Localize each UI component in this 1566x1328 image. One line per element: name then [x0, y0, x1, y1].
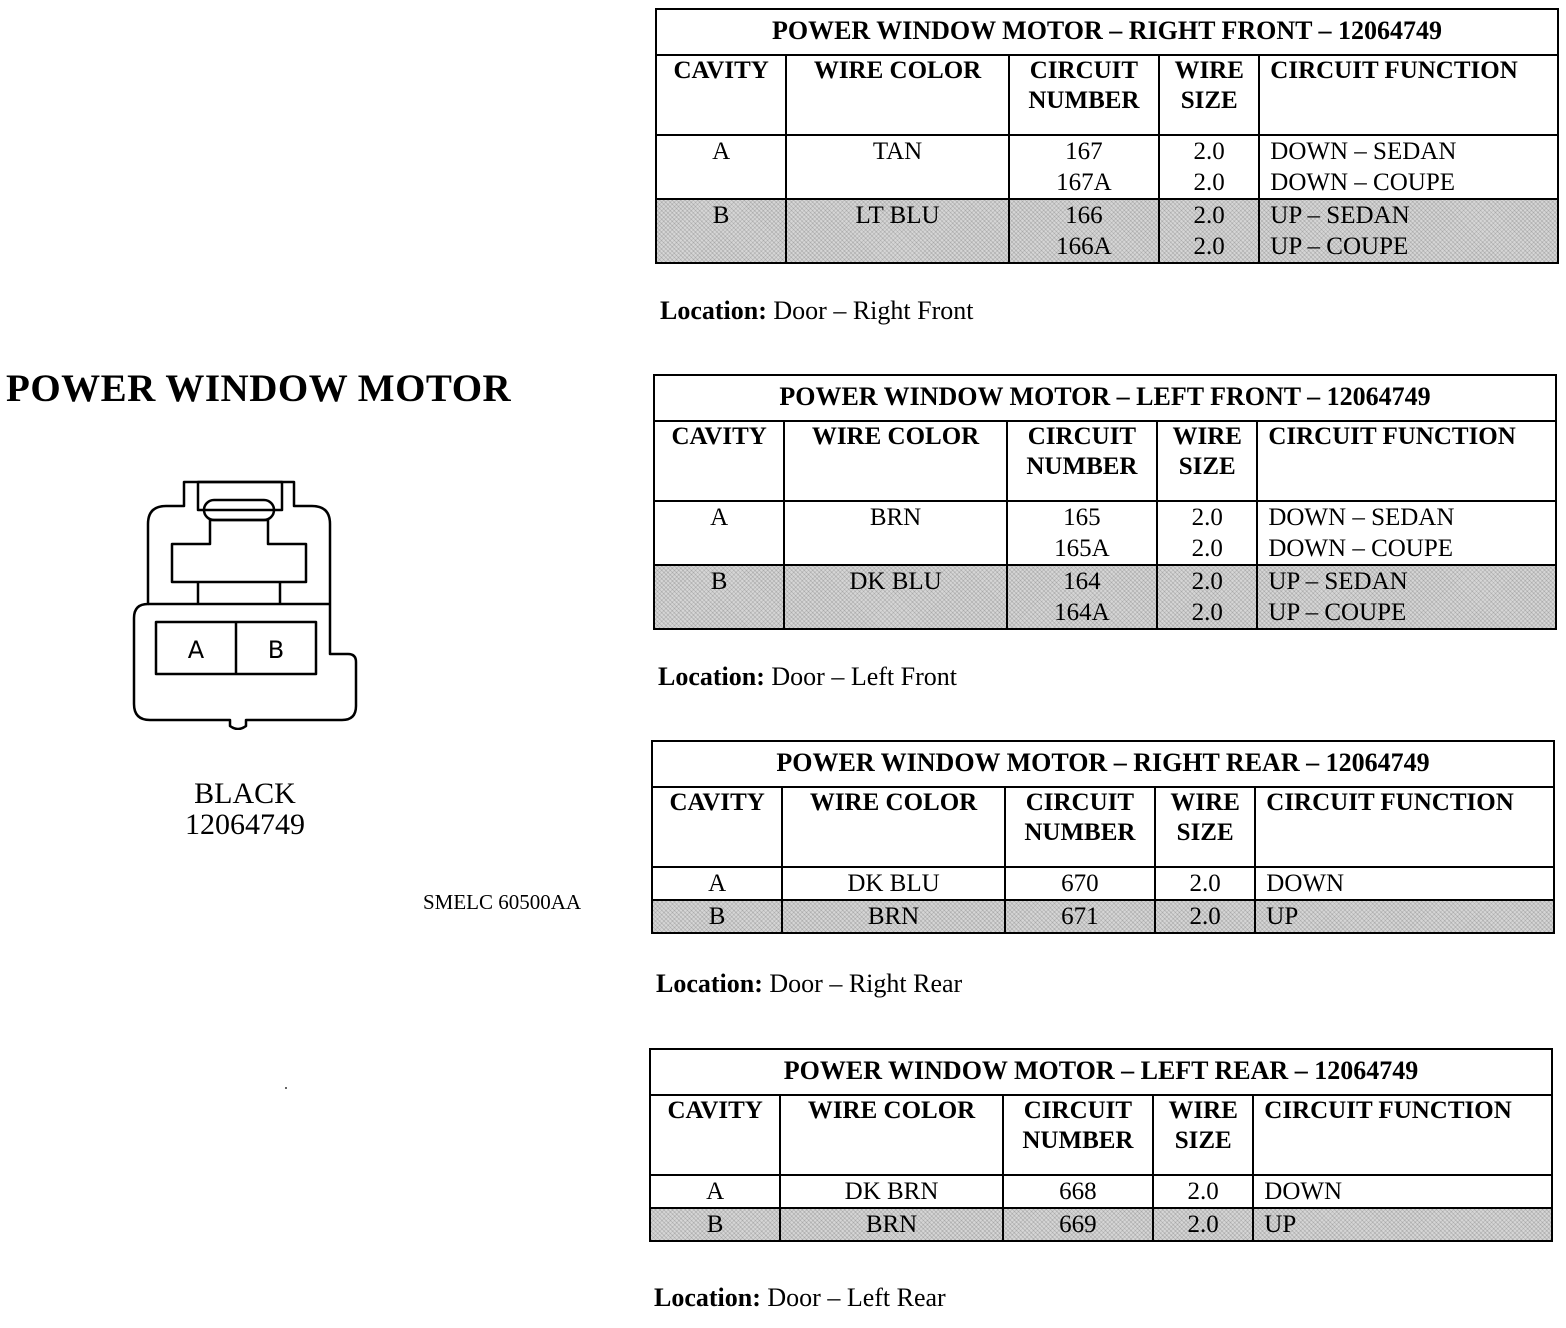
cell-wire-color: DK BRN	[780, 1175, 1002, 1208]
table-row	[654, 501, 1556, 565]
table-row	[652, 867, 1554, 900]
header-circuit-function: CIRCUIT FUNCTION	[1255, 787, 1554, 867]
pinout-table	[651, 740, 1555, 934]
header-cavity: CAVITY	[652, 787, 782, 867]
table-row	[650, 1175, 1552, 1208]
size-value: 2.0	[1189, 870, 1221, 897]
header-line: CIRCUIT	[1029, 57, 1139, 84]
table-title: POWER WINDOW MOTOR – LEFT REAR – 12064749	[650, 1049, 1552, 1095]
header-line: WIRE	[1170, 789, 1240, 816]
cell-cavity: A	[652, 867, 782, 900]
cell-wire-size	[1155, 900, 1255, 933]
cell-cavity: A	[656, 135, 786, 199]
circuit-value: 166	[1065, 202, 1103, 229]
location-line	[660, 296, 973, 326]
circuit-value: 164A	[1054, 599, 1110, 626]
location-value: Door – Left Rear	[767, 1283, 946, 1312]
table-row	[652, 900, 1554, 933]
cavity-label-b: B	[267, 636, 285, 664]
cell-cavity: B	[656, 199, 786, 263]
circuit-value: 167	[1065, 138, 1103, 165]
header-circuit-function: CIRCUIT FUNCTION	[1253, 1095, 1552, 1175]
table-row	[650, 1208, 1552, 1241]
header-line: SIZE	[1180, 87, 1238, 114]
header-circuit-number	[1009, 55, 1159, 135]
circuit-value: 165A	[1054, 535, 1110, 562]
header-line: NUMBER	[1022, 1127, 1134, 1154]
header-circuit-number	[1007, 421, 1157, 501]
size-value: 2.0	[1189, 903, 1221, 930]
header-line: CIRCUIT	[1023, 1097, 1133, 1124]
header-circuit-number	[1005, 787, 1155, 867]
circuit-value: 164	[1063, 568, 1101, 595]
table-header-row	[656, 55, 1558, 135]
cell-cavity: B	[654, 565, 784, 629]
header-cavity: CAVITY	[654, 421, 784, 501]
size-value: 2.0	[1187, 1178, 1219, 1205]
header-line: NUMBER	[1024, 819, 1136, 846]
cell-wire-color: BRN	[784, 501, 1006, 565]
cell-wire-size	[1159, 135, 1259, 199]
function-value: UP – COUPE	[1268, 599, 1407, 626]
cell-circuit-number	[1007, 501, 1157, 565]
location-value: Door – Right Front	[773, 296, 974, 325]
header-line: NUMBER	[1028, 87, 1140, 114]
cell-circuit-function	[1257, 565, 1556, 629]
table-header-row	[654, 421, 1556, 501]
header-wire-size	[1155, 787, 1255, 867]
cell-circuit-number	[1005, 900, 1155, 933]
cell-cavity: B	[650, 1208, 780, 1241]
header-line: SIZE	[1178, 453, 1236, 480]
circuit-value: 671	[1061, 903, 1099, 930]
cell-wire-size	[1153, 1208, 1253, 1241]
location-label: Location:	[660, 296, 767, 325]
function-value: DOWN – SEDAN	[1268, 504, 1455, 531]
cell-circuit-function	[1259, 135, 1558, 199]
cell-cavity: B	[652, 900, 782, 933]
header-line: CIRCUIT	[1025, 789, 1135, 816]
function-value: UP – SEDAN	[1270, 202, 1410, 229]
table-row	[656, 199, 1558, 263]
header-line: SIZE	[1176, 819, 1234, 846]
size-value: 2.0	[1191, 568, 1223, 595]
circuit-value: 165	[1063, 504, 1101, 531]
scan-speck	[285, 1087, 287, 1089]
connector-part-number: 12064749	[185, 808, 305, 841]
circuit-value: 167A	[1056, 169, 1112, 196]
connector-caption	[150, 778, 340, 840]
cell-wire-size	[1153, 1175, 1253, 1208]
location-line	[658, 662, 957, 692]
location-label: Location:	[658, 662, 765, 691]
cell-circuit-function	[1253, 1175, 1552, 1208]
location-value: Door – Left Front	[771, 662, 957, 691]
pinout-table	[655, 8, 1559, 264]
header-wire-color: WIRE COLOR	[786, 55, 1008, 135]
cell-circuit-function	[1255, 900, 1554, 933]
cell-circuit-function	[1255, 867, 1554, 900]
function-value: UP – SEDAN	[1268, 568, 1408, 595]
cell-circuit-number	[1005, 867, 1155, 900]
location-label: Location:	[656, 969, 763, 998]
header-wire-color: WIRE COLOR	[780, 1095, 1002, 1175]
header-line: WIRE	[1174, 57, 1244, 84]
header-circuit-function: CIRCUIT FUNCTION	[1259, 55, 1558, 135]
function-value: DOWN – COUPE	[1270, 169, 1455, 196]
size-value: 2.0	[1193, 233, 1225, 260]
cell-wire-color: DK BLU	[782, 867, 1004, 900]
cell-circuit-number	[1009, 199, 1159, 263]
header-wire-color: WIRE COLOR	[784, 421, 1006, 501]
table-title: POWER WINDOW MOTOR – RIGHT REAR – 12064749	[652, 741, 1554, 787]
function-value: UP	[1266, 903, 1299, 930]
function-value: DOWN – SEDAN	[1270, 138, 1457, 165]
connector-diagram	[128, 478, 364, 730]
header-line: SIZE	[1174, 1127, 1232, 1154]
header-circuit-number	[1003, 1095, 1153, 1175]
function-value: DOWN	[1264, 1178, 1343, 1205]
table-title: POWER WINDOW MOTOR – LEFT FRONT – 12064749	[654, 375, 1556, 421]
component-title: POWER WINDOW MOTOR	[6, 367, 512, 410]
function-value: DOWN	[1266, 870, 1345, 897]
cell-wire-size	[1157, 501, 1257, 565]
size-value: 2.0	[1193, 138, 1225, 165]
circuit-value: 670	[1061, 870, 1099, 897]
header-line: WIRE	[1172, 423, 1242, 450]
header-circuit-function: CIRCUIT FUNCTION	[1257, 421, 1556, 501]
figure-code: SMELC 60500AA	[423, 890, 582, 914]
circuit-value: 668	[1059, 1178, 1097, 1205]
connector-color: BLACK	[194, 777, 296, 810]
header-wire-color: WIRE COLOR	[782, 787, 1004, 867]
table-header-row	[650, 1095, 1552, 1175]
header-cavity: CAVITY	[650, 1095, 780, 1175]
size-value: 2.0	[1191, 504, 1223, 531]
header-wire-size	[1159, 55, 1259, 135]
size-value: 2.0	[1191, 535, 1223, 562]
cavity-label-a: A	[187, 636, 205, 664]
cell-circuit-number	[1007, 565, 1157, 629]
cell-circuit-function	[1253, 1208, 1552, 1241]
header-wire-size	[1153, 1095, 1253, 1175]
table-row	[656, 135, 1558, 199]
header-line: NUMBER	[1026, 453, 1138, 480]
pinout-table	[649, 1048, 1553, 1242]
header-line: CIRCUIT	[1027, 423, 1137, 450]
size-value: 2.0	[1193, 202, 1225, 229]
location-line	[656, 969, 962, 999]
location-label: Location:	[654, 1283, 761, 1312]
cell-wire-color: BRN	[782, 900, 1004, 933]
function-value: UP	[1264, 1211, 1297, 1238]
circuit-value: 166A	[1056, 233, 1112, 260]
table-row	[654, 565, 1556, 629]
header-line: WIRE	[1168, 1097, 1238, 1124]
pinout-table	[653, 374, 1557, 630]
function-value: UP – COUPE	[1270, 233, 1409, 260]
cell-circuit-function	[1257, 501, 1556, 565]
cell-wire-color: TAN	[786, 135, 1008, 199]
header-wire-size	[1157, 421, 1257, 501]
cell-circuit-number	[1009, 135, 1159, 199]
size-value: 2.0	[1191, 599, 1223, 626]
cell-wire-color: LT BLU	[786, 199, 1008, 263]
cell-wire-size	[1157, 565, 1257, 629]
cell-wire-size	[1159, 199, 1259, 263]
cell-wire-color: DK BLU	[784, 565, 1006, 629]
location-value: Door – Right Rear	[769, 969, 963, 998]
cell-circuit-number	[1003, 1208, 1153, 1241]
table-header-row	[652, 787, 1554, 867]
size-value: 2.0	[1187, 1211, 1219, 1238]
cell-cavity: A	[654, 501, 784, 565]
cell-circuit-number	[1003, 1175, 1153, 1208]
cell-cavity: A	[650, 1175, 780, 1208]
circuit-value: 669	[1059, 1211, 1097, 1238]
table-title: POWER WINDOW MOTOR – RIGHT FRONT – 12064749	[656, 9, 1558, 55]
cell-circuit-function	[1259, 199, 1558, 263]
location-line	[654, 1283, 946, 1313]
function-value: DOWN – COUPE	[1268, 535, 1454, 562]
cell-wire-size	[1155, 867, 1255, 900]
cell-wire-color: BRN	[780, 1208, 1002, 1241]
size-value: 2.0	[1193, 169, 1225, 196]
header-cavity: CAVITY	[656, 55, 786, 135]
